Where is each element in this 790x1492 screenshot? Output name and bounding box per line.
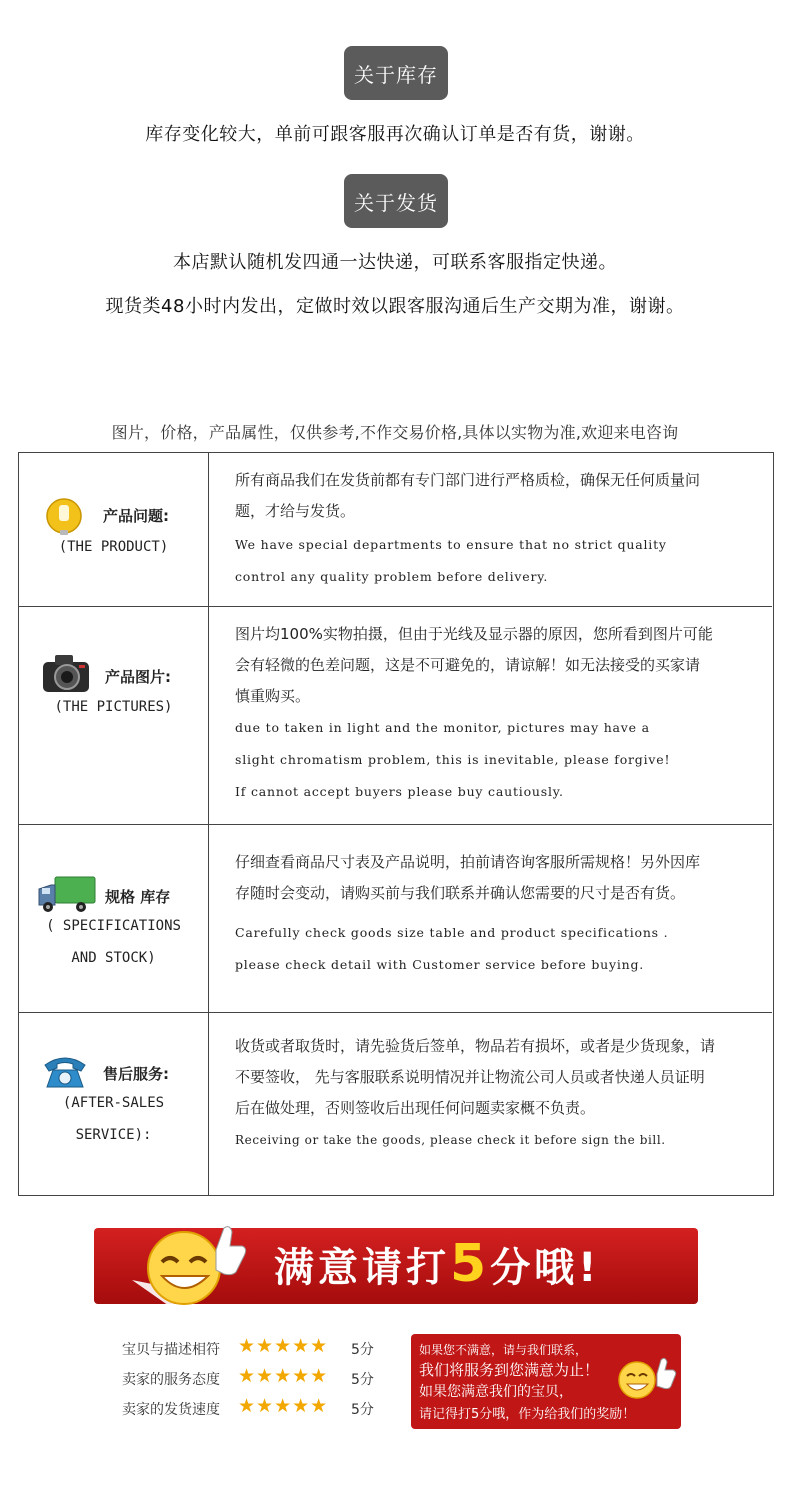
rating-stars-icon: ★★★★★ [238,1365,329,1387]
exclamation-bulb-icon [45,497,83,541]
row-content-cell [209,607,772,824]
row-cn-line: 收货或者取货时，请先验货后签单，物品若有损坏，或者是少货现象，请 [235,1037,716,1055]
row-cn-line: 会有轻微的色差问题，这是不可避免的，请谅解！如无法接受的买家请 [235,656,701,674]
five-star-banner [94,1228,698,1304]
row-cn-line: 存随时会变动，请购买前与我们联系并确认您需要的尺寸是否有货。 [235,884,686,902]
banner-text-before: 满意请打 [274,1245,450,1291]
row-cn-line: 不要签收， 先与客服联系说明情况并让物流公司人员或者快递人员证明 [235,1068,705,1086]
row-sublabel: (THE PICTURES) [54,699,173,715]
banner-five: 5 [450,1234,491,1294]
row-content-cell [209,1013,772,1195]
row-label: 售后服务: [103,1065,169,1083]
row-label: 产品图片: [105,668,171,686]
row-en-line: If cannot accept buyers please buy cautiously. [235,784,564,799]
table-row-after-sales [19,1013,772,1195]
row-sublabel: (THE PRODUCT) [58,539,169,555]
row-en-line: slight chromatism problem, this is inevitable, please forgive! [235,752,671,767]
banner-headline [274,1234,600,1294]
shipping-notice-line-1: 本店默认随机发四通一达快递，可联系客服指定快递。 [173,252,617,273]
row-en-line: Receiving or take the goods, please check it before sign the bill. [235,1133,666,1147]
reference-caption: 图片，价格，产品属性，仅供参考,不作交易价格,具体以实物为准,欢迎来电咨询 [111,423,679,442]
rating-label: 卖家的服务态度 [122,1372,220,1388]
table-row-pictures [19,607,772,825]
row-sublabel: AND STOCK) [71,950,156,966]
row-label-cell [19,607,209,824]
row-sublabel: ( SPECIFICATIONS [46,918,181,934]
truck-icon [37,873,97,919]
row-en-line: Carefully check goods size table and product specifications . [235,925,669,940]
row-cn-line: 所有商品我们在发货前都有专门部门进行严格质检，确保无任何质量问 [235,471,701,489]
rating-score: 5分 [351,1372,374,1388]
row-label-cell [19,453,209,606]
shipping-notice-line-2: 现货类48小时内发出，定做时效以跟客服沟通后生产交期为准，谢谢。 [105,296,685,317]
row-cn-line: 仔细查看商品尺寸表及产品说明，拍前请咨询客服所需规格！另外因库 [235,853,701,871]
info-table [18,452,774,1196]
row-cn-line: 后在做处理，否则签收后出现任何问题卖家概不负责。 [235,1099,596,1117]
rating-stars-icon: ★★★★★ [238,1395,329,1417]
row-en-line: We have special departments to ensure that no strict quality [235,537,667,552]
row-cn-line: 慎重购买。 [235,687,311,705]
row-label-cell [19,825,209,1012]
row-cn-line: 题，才给与发货。 [235,502,356,520]
message-line-2: 我们将服务到您满意为止！ [419,1361,600,1379]
message-line-1: 如果您不满意，请与我们联系， [419,1343,588,1357]
row-content-cell [209,825,772,1012]
row-en-line: due to taken in light and the monitor, pictures may have a [235,720,650,735]
row-label: 产品问题: [103,507,169,525]
rating-label: 卖家的发货速度 [122,1402,220,1418]
rating-score: 5分 [351,1342,374,1358]
row-en-line: please check detail with Customer service before buying. [235,957,645,972]
row-content-cell [209,453,772,606]
row-sublabel: (AFTER-SALES [62,1095,165,1111]
stock-notice-text: 库存变化较大，单前可跟客服再次确认订单是否有货，谢谢。 [145,124,645,145]
message-line-4: 请记得打5分哦，作为给我们的奖励！ [419,1407,636,1422]
thumbs-up-smiley-icon [615,1354,677,1404]
table-row-specifications [19,825,772,1013]
thumbs-up-smiley-icon [112,1220,252,1316]
row-label-cell [19,1013,209,1195]
banner-text-after: 分哦! [490,1245,601,1291]
stock-title-badge: 关于库存 [344,46,448,100]
satisfaction-message-box [411,1334,681,1429]
rating-label: 宝贝与描述相符 [122,1342,220,1358]
message-line-3: 如果您满意我们的宝贝， [419,1384,573,1400]
row-sublabel: SERVICE): [75,1127,152,1143]
rating-score: 5分 [351,1402,374,1418]
table-row-product [19,453,772,607]
rating-stars-icon: ★★★★★ [238,1335,329,1357]
row-en-line: control any quality problem before delivery. [235,569,549,584]
camera-icon [41,652,91,698]
shipping-title-badge: 关于发货 [344,174,448,228]
telephone-icon [43,1055,87,1093]
row-label: 规格 库存 [105,888,171,906]
row-cn-line: 图片均100%实物拍摄，但由于光线及显示器的原因，您所看到图片可能 [235,625,713,643]
